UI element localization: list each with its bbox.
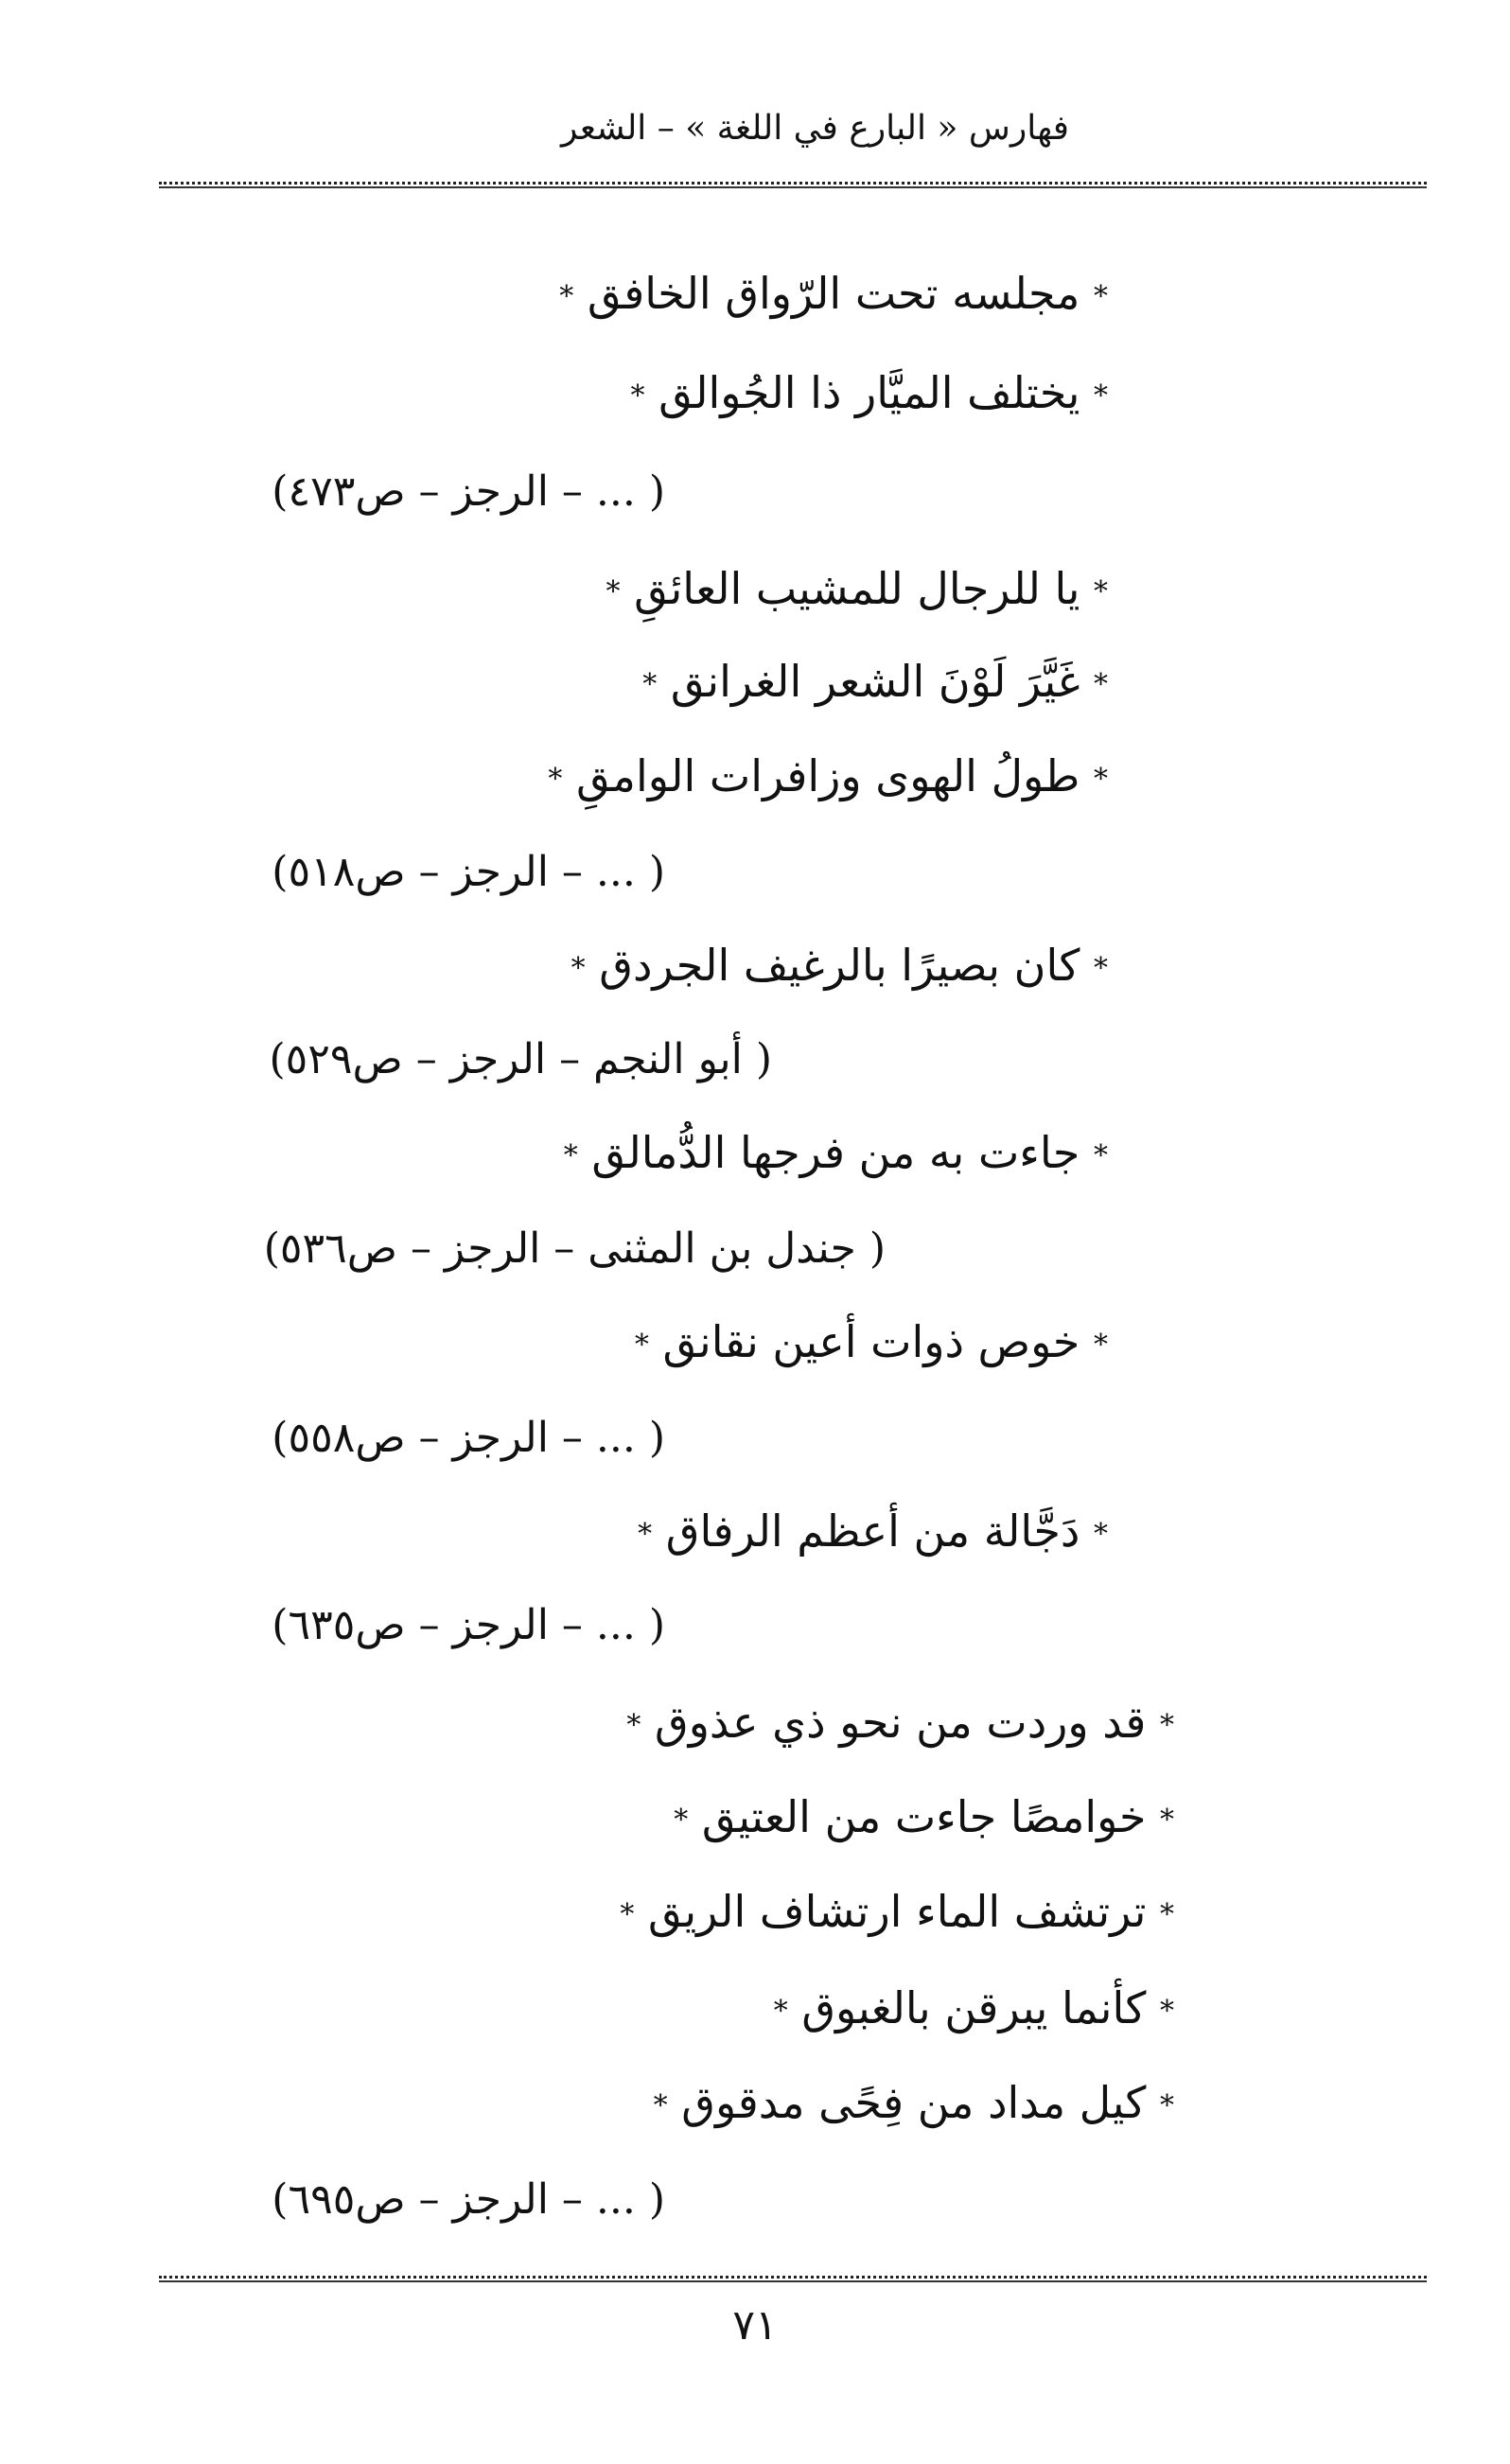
citation-line: ( جندل بن المثنى – الرجز – ص٥٣٦) <box>263 1224 886 1273</box>
star-marker: * <box>1094 763 1108 796</box>
citation-line: ( ... – الرجز – ص٥٥٨) <box>272 1414 665 1462</box>
page-number: ٧١ <box>732 2301 778 2350</box>
star-marker: * <box>1094 280 1108 313</box>
verse-text: مجلسه تحت الرّواق الخافق <box>587 268 1080 319</box>
citation-line: ( ... – الرجز – ص٥١٨) <box>272 848 665 896</box>
citation-line: ( ... – الرجز – ص٦٩٥) <box>272 2175 665 2224</box>
verse-line <box>626 1694 1174 1754</box>
star-marker: * <box>630 379 645 413</box>
verse-text: يا للرجال للمشيب العائقِ <box>634 563 1080 614</box>
star-marker: * <box>606 575 621 608</box>
citation-line: ( ... – الرجز – ص٤٧٣) <box>272 467 665 516</box>
verse-line <box>571 937 1108 997</box>
citation-line: ( أبو النجم – الرجز – ص٥٢٩) <box>269 1035 772 1083</box>
verse-text: خوص ذوات أعين نقانق <box>662 1316 1080 1367</box>
verse-line <box>559 265 1108 326</box>
verse-text: قد وردت من نحو ذي عذوق <box>655 1697 1147 1748</box>
verse-text: طولُ الهوى وزافرات الوامقِ <box>575 750 1080 801</box>
star-marker: * <box>1094 1139 1108 1172</box>
star-marker: * <box>1094 1329 1108 1362</box>
star-marker: * <box>1160 1898 1174 1931</box>
star-marker: * <box>1094 952 1108 985</box>
star-marker: * <box>571 952 586 985</box>
verse-text: خوامصًا جاءت من العتيق <box>701 1791 1147 1842</box>
verse-line <box>774 1980 1174 2040</box>
star-marker: * <box>642 668 658 701</box>
verse-line <box>635 1313 1108 1374</box>
verse-line <box>638 1503 1108 1563</box>
verse-text: كان بصيرًا بالرغيف الجردق <box>599 940 1080 991</box>
verse-text: ترتشف الماء ارتشاف الريق <box>647 1886 1147 1937</box>
verse-text: دَجَّالة من أعظم الرفاق <box>665 1505 1080 1557</box>
star-marker: * <box>620 1898 635 1931</box>
star-marker: * <box>634 1329 649 1362</box>
star-marker: * <box>638 1518 653 1551</box>
star-marker: * <box>1160 1804 1174 1837</box>
verse-line <box>564 1124 1108 1185</box>
star-marker: * <box>1094 575 1108 608</box>
star-marker: * <box>548 763 563 796</box>
verse-line <box>654 2074 1174 2135</box>
verse-text: جاءت به من فرجها الدُّمالق <box>591 1127 1080 1178</box>
verse-text: كأنما يبرقن بالغبوق <box>801 1982 1147 2033</box>
star-marker: * <box>653 2089 668 2122</box>
verse-text: غَيَّرَ لَوْنَ الشعر الغرانق <box>670 656 1080 707</box>
footer-divider <box>159 2276 1427 2279</box>
verse-line <box>548 748 1108 808</box>
star-marker: * <box>1160 2089 1174 2122</box>
header-divider <box>159 182 1427 185</box>
citation-line: ( ... – الرجز – ص٦٣٥) <box>272 1601 665 1649</box>
star-marker: * <box>1094 668 1108 701</box>
star-marker: * <box>1094 1518 1108 1551</box>
star-marker: * <box>1094 379 1108 413</box>
star-marker: * <box>1160 1709 1174 1742</box>
star-marker: * <box>773 1995 788 2028</box>
verse-line <box>674 1788 1174 1849</box>
star-marker: * <box>563 1139 578 1172</box>
footer-divider-solid <box>159 2280 1427 2282</box>
header-divider-solid <box>159 186 1427 188</box>
verse-text: يختلف الميَّار ذا الجُوالق <box>658 367 1080 418</box>
verse-text: كيل مداد من فِحًى مدقوق <box>681 2077 1147 2128</box>
star-marker: * <box>626 1709 641 1742</box>
verse-line <box>620 1883 1174 1944</box>
star-marker: * <box>1160 1995 1174 2028</box>
star-marker: * <box>674 1804 689 1837</box>
star-marker: * <box>559 280 574 313</box>
verse-line <box>630 364 1108 425</box>
verse-line <box>606 560 1108 621</box>
page-header-title: فهارس « البارع في اللغة » – الشعر <box>560 109 1069 148</box>
verse-line <box>642 653 1108 713</box>
